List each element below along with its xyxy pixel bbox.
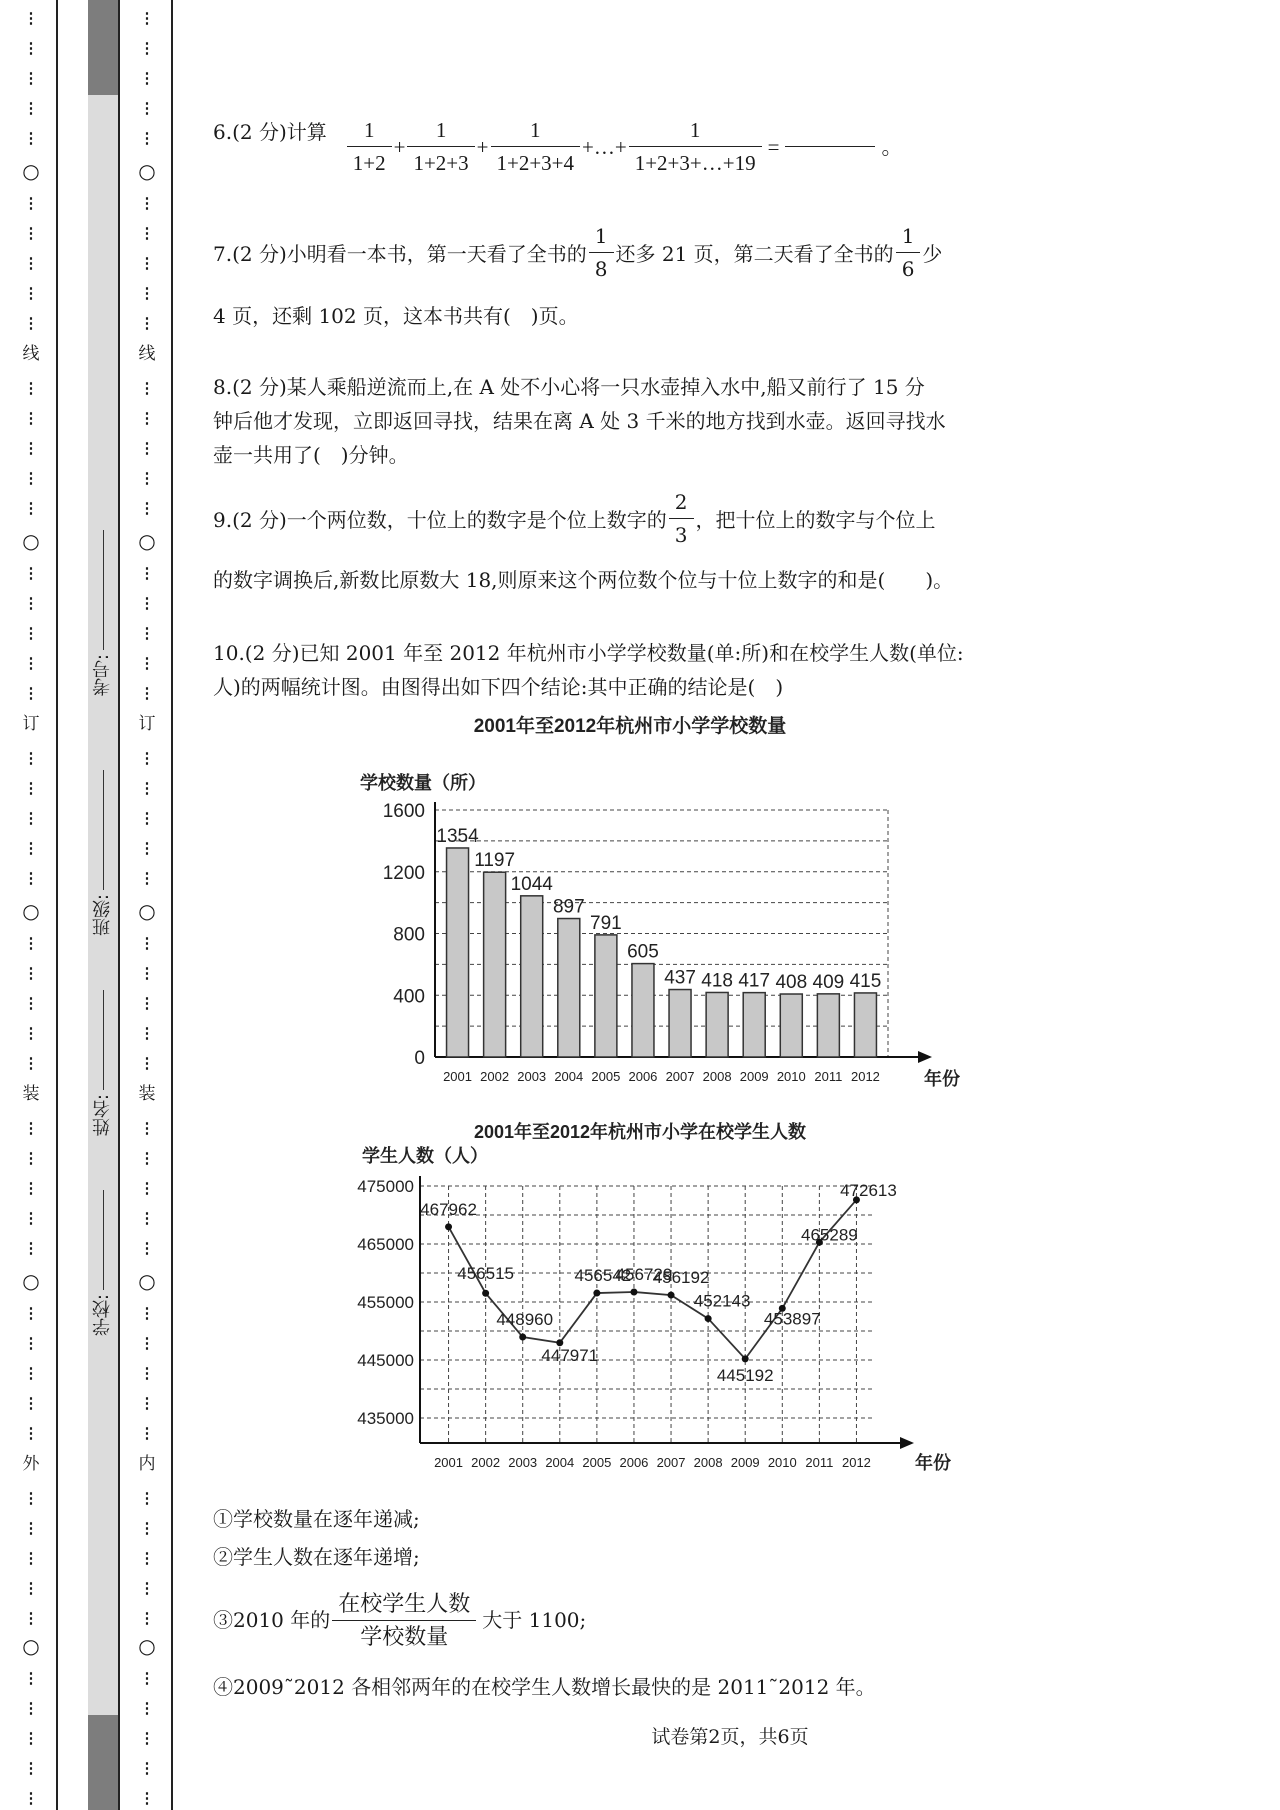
dotted-seal-line: ⋮ [139, 594, 155, 612]
dotted-seal-line: ⋮ [139, 1149, 155, 1167]
dotted-seal-line: ⋮ [23, 994, 39, 1012]
x-tick-label: 2006 [619, 1455, 649, 1470]
data-point [668, 1292, 675, 1299]
q10-line-2: 人)的两幅统计图。由图得出如下四个结论:其中正确的结论是( ) [213, 675, 784, 699]
dotted-seal-line: ⋮ [23, 1609, 39, 1627]
x-tick-label: 2008 [702, 1069, 732, 1084]
q9-line-2: 的数字调换后,新数比原数大 18,则原来这个两位数个位与十位上数字的和是( )。 [213, 568, 954, 592]
dotted-seal-line: ⋮ [139, 1424, 155, 1442]
dotted-seal-line: ⋮ [139, 254, 155, 272]
inner-seal-mark-1: ○ [138, 159, 156, 183]
data-point [742, 1355, 749, 1362]
x-axis-arrow [918, 1051, 932, 1063]
dotted-seal-line: ⋮ [139, 409, 155, 427]
dotted-seal-line: ⋮ [23, 594, 39, 612]
statement-3-frac-den: 学校数量 [360, 1623, 449, 1649]
outer-seal-mark-2: 线 [22, 344, 40, 364]
dotted-seal-line: ⋮ [139, 1759, 155, 1777]
school-field[interactable] [88, 1190, 118, 1336]
dotted-seal-line: ⋮ [23, 1789, 39, 1807]
dotted-seal-line: ⋮ [23, 934, 39, 952]
point-data-label: 452143 [693, 1291, 751, 1311]
q6-term-4-den: 1+2+3+…+19 [634, 151, 756, 175]
dotted-seal-line: ⋮ [23, 1239, 39, 1257]
q6-row [213, 108, 1083, 177]
outer-seal-column [14, 0, 48, 1810]
bar-data-label: 1197 [474, 850, 516, 872]
outer-seal-mark-1: ○ [22, 159, 40, 183]
dotted-seal-line: ⋮ [139, 934, 155, 952]
x-tick-label: 2011 [814, 1069, 843, 1084]
dotted-seal-line: ⋮ [139, 469, 155, 487]
inner-border-line [171, 0, 173, 1810]
bar [595, 935, 617, 1057]
q7-frac-1-den: 8 [594, 256, 608, 281]
q6-term-1 [347, 116, 392, 177]
dotted-seal-line: ⋮ [139, 1789, 155, 1807]
question-9 [213, 488, 1083, 593]
exam-no-field[interactable] [88, 530, 118, 696]
q6-term-3-num: 1 [491, 116, 581, 147]
bar [669, 990, 691, 1057]
dotted-seal-line: ⋮ [23, 129, 39, 147]
bar-data-label: 415 [849, 970, 882, 992]
x-tick-label: 2006 [628, 1069, 658, 1084]
q7-line-1 [213, 222, 1083, 282]
point-data-label: 456542 [574, 1266, 632, 1286]
statement-3-frac-num: 在校学生人数 [332, 1590, 476, 1621]
dotted-seal-line: ⋮ [23, 1549, 39, 1567]
point-data-label: 456729 [615, 1264, 673, 1284]
q9-frac [669, 488, 694, 549]
dotted-seal-line: ⋮ [139, 869, 155, 887]
q6-term-3 [491, 116, 581, 177]
dotted-seal-line: ⋮ [23, 1054, 39, 1072]
dotted-seal-line: ⋮ [23, 499, 39, 517]
bar-data-label: 791 [590, 912, 622, 934]
dotted-seal-line: ⋮ [139, 564, 155, 582]
dotted-seal-line: ⋮ [23, 1729, 39, 1747]
outer-seal-mark-4: 订 [22, 714, 40, 734]
question-8 [213, 370, 1083, 472]
dotted-seal-line: ⋮ [139, 749, 155, 767]
dotted-seal-line: ⋮ [139, 439, 155, 457]
q7-text-2: 还多 21 页，第二天看了全书的 [615, 241, 894, 266]
dotted-seal-line: ⋮ [23, 1394, 39, 1412]
dotted-seal-line: ⋮ [23, 654, 39, 672]
bar [743, 993, 765, 1057]
dotted-seal-line: ⋮ [139, 379, 155, 397]
school-count-bar-chart [340, 712, 960, 1092]
inner-seal-mark-3: ○ [138, 529, 156, 553]
dotted-seal-line: ⋮ [139, 99, 155, 117]
outer-seal-mark-5: ○ [22, 899, 40, 923]
q7-frac-2-den: 6 [901, 256, 915, 281]
class-line [103, 770, 104, 890]
x-tick-label: 2010 [767, 1455, 797, 1470]
q6-answer-blank[interactable] [785, 146, 875, 147]
dotted-seal-line: ⋮ [139, 39, 155, 57]
x-tick-label: 2001 [443, 1069, 473, 1084]
dotted-seal-line: ⋮ [23, 469, 39, 487]
dotted-seal-line: ⋮ [23, 1579, 39, 1597]
dotted-seal-line: ⋮ [139, 684, 155, 702]
equals-sign: = [767, 134, 780, 159]
bar [447, 848, 469, 1057]
dotted-seal-line: ⋮ [139, 964, 155, 982]
dotted-seal-line: ⋮ [23, 99, 39, 117]
bar-data-label: 409 [812, 971, 845, 993]
q9-frac-den: 3 [674, 522, 688, 547]
q7-frac-1 [589, 222, 614, 283]
dotted-seal-line: ⋮ [23, 39, 39, 57]
bar-chart-ylabel: 学校数量（所） [360, 773, 486, 793]
dotted-seal-line: ⋮ [23, 254, 39, 272]
dotted-seal-line: ⋮ [139, 1334, 155, 1352]
dotted-seal-line: ⋮ [23, 409, 39, 427]
y-tick-label: 0 [414, 1048, 425, 1069]
point-data-label: 447971 [541, 1345, 599, 1365]
dotted-seal-line: ⋮ [23, 439, 39, 457]
q8-line-2: 钟后他才发现，立即返回寻找，结果在离 A 处 3 千米的地方找到水壶。返回寻找水 [213, 409, 946, 433]
x-tick-label: 2007 [665, 1069, 695, 1084]
point-data-label: 472613 [840, 1180, 897, 1200]
dotted-seal-line: ⋮ [139, 194, 155, 212]
school-line [103, 1190, 104, 1290]
dotted-seal-line: ⋮ [139, 9, 155, 27]
bar-chart-title: 2001年至2012年杭州市小学学校数量 [473, 716, 787, 737]
dotted-seal-line: ⋮ [139, 779, 155, 797]
y-tick-label: 1600 [382, 801, 425, 822]
name-field[interactable] [88, 990, 118, 1136]
dotted-seal-line: ⋮ [23, 1759, 39, 1777]
data-point [630, 1288, 637, 1295]
statement-4: ④2009˜2012 各相邻两年的在校学生人数增长最快的是 2011˜2012 年。 [213, 1675, 876, 1699]
x-tick-label: 2012 [850, 1069, 880, 1084]
dotted-seal-line: ⋮ [23, 779, 39, 797]
dotted-seal-line: ⋮ [23, 869, 39, 887]
x-tick-label: 2003 [517, 1069, 547, 1084]
y-tick-label: 800 [393, 924, 425, 946]
y-tick-label: 435000 [357, 1409, 414, 1428]
q6-term-3-den: 1+2+3+4 [496, 151, 575, 175]
q6-term-1-num: 1 [347, 116, 392, 147]
q9-text-1: 9.(2 分)一个两位数，十位上的数字是个位上数字的 [213, 507, 667, 532]
dotted-seal-line: ⋮ [23, 69, 39, 87]
y-tick-label: 1200 [382, 862, 425, 884]
exam-no-label: 考号: [92, 654, 113, 697]
dotted-seal-line: ⋮ [23, 1304, 39, 1322]
statement-1: ①学校数量在逐年递减; [213, 1507, 420, 1531]
outer-seal-mark-7: ○ [22, 1269, 40, 1293]
x-tick-label: 2004 [554, 1069, 584, 1084]
dotted-seal-line: ⋮ [139, 1024, 155, 1042]
dotted-seal-line: ⋮ [139, 1209, 155, 1227]
dotted-seal-line: ⋮ [23, 1669, 39, 1687]
dotted-seal-line: ⋮ [139, 1729, 155, 1747]
bar-data-label: 417 [738, 970, 771, 992]
bar [780, 994, 802, 1057]
point-data-label: 453897 [763, 1309, 821, 1329]
dotted-seal-line: ⋮ [23, 809, 39, 827]
dotted-seal-line: ⋮ [23, 284, 39, 302]
line-chart-xlabel: 年份 [915, 1453, 951, 1473]
q7-frac-1-num: 1 [589, 222, 614, 253]
dotted-seal-line: ⋮ [23, 1489, 39, 1507]
bar-data-label: 605 [627, 941, 659, 963]
inner-seal-mark-7: ○ [138, 1269, 156, 1293]
dotted-seal-line: ⋮ [139, 1179, 155, 1197]
dotted-seal-line: ⋮ [139, 69, 155, 87]
bar [484, 872, 506, 1057]
class-field[interactable] [88, 770, 118, 936]
exam-no-line [103, 530, 104, 650]
dotted-seal-line: ⋮ [139, 1669, 155, 1687]
dotted-seal-line: ⋮ [139, 654, 155, 672]
q7-frac-2 [896, 222, 921, 283]
dotted-seal-line: ⋮ [139, 1699, 155, 1717]
q6-prefix: 6.(2 分)计算 [213, 120, 327, 144]
y-tick-label: 445000 [357, 1351, 414, 1370]
bar [706, 992, 728, 1057]
dotted-seal-line: ⋮ [23, 964, 39, 982]
x-tick-label: 2009 [730, 1455, 760, 1470]
q6-term-2-den: 1+2+3 [413, 151, 469, 175]
inner-seal-mark-2: 线 [138, 344, 156, 364]
bar [817, 994, 839, 1057]
student-count-line-chart [340, 1118, 951, 1488]
name-line [103, 990, 104, 1090]
dotted-seal-line: ⋮ [23, 1024, 39, 1042]
q7-text-3: 少 [922, 241, 943, 266]
line-chart-ylabel: 学生人数（人） [362, 1146, 488, 1166]
inner-seal-mark-9: ○ [138, 1634, 156, 1658]
q6-term-4 [629, 116, 762, 177]
data-point [705, 1315, 712, 1322]
inner-seal-mark-6: 装 [138, 1084, 156, 1104]
dotted-seal-line: ⋮ [23, 1179, 39, 1197]
page-footer: 试卷第2页，共6页 [651, 1726, 809, 1748]
outer-seal-mark-6: 装 [22, 1084, 40, 1104]
q9-frac-num: 2 [669, 488, 694, 519]
q10-statements [213, 1500, 1083, 1706]
bar [558, 919, 580, 1057]
x-tick-label: 2005 [591, 1069, 621, 1084]
point-data-label: 456515 [457, 1264, 514, 1284]
bar-chart-xlabel: 年份 [924, 1069, 960, 1089]
point-data-label: 467962 [420, 1199, 477, 1219]
dotted-seal-line: ⋮ [23, 1519, 39, 1537]
x-tick-label: 2010 [776, 1069, 806, 1084]
dotted-seal-line: ⋮ [23, 1334, 39, 1352]
margin-gray-block-top [88, 0, 118, 95]
inner-seal-mark-5: ○ [138, 899, 156, 923]
name-label: 姓名: [92, 1094, 113, 1137]
dotted-seal-line: ⋮ [139, 224, 155, 242]
x-axis-arrow [900, 1437, 914, 1449]
dotted-seal-line: ⋮ [139, 314, 155, 332]
q9-line-1 [213, 488, 1083, 548]
statement-3 [213, 1588, 1083, 1652]
q9-text-2: ，把十位上的数字与个位上 [695, 507, 936, 532]
question-10 [213, 636, 1083, 704]
dotted-seal-line: ⋮ [23, 684, 39, 702]
dotted-seal-line: ⋮ [139, 624, 155, 642]
x-tick-label: 2001 [434, 1455, 464, 1470]
dotted-seal-line: ⋮ [23, 839, 39, 857]
statement-3-suffix: 大于 1100; [482, 1608, 587, 1632]
x-tick-label: 2009 [739, 1069, 769, 1084]
dotted-seal-line: ⋮ [139, 1549, 155, 1567]
x-tick-label: 2007 [656, 1455, 686, 1470]
plus-sign: + [476, 134, 489, 159]
y-tick-label: 465000 [357, 1235, 414, 1254]
q10-line-1: 10.(2 分)已知 2001 年至 2012 年杭州市小学学校数量(单:所)和在校学生人数(单位: [213, 641, 964, 665]
dotted-seal-line: ⋮ [23, 1119, 39, 1137]
data-point [482, 1290, 489, 1297]
dotted-seal-line: ⋮ [23, 224, 39, 242]
dotted-seal-line: ⋮ [139, 1304, 155, 1322]
dotted-seal-line: ⋮ [139, 994, 155, 1012]
bar [854, 993, 876, 1057]
x-tick-label: 2002 [471, 1455, 501, 1470]
outer-seal-mark-3: ○ [22, 529, 40, 553]
dotted-seal-line: ⋮ [139, 499, 155, 517]
dotted-seal-line: ⋮ [23, 9, 39, 27]
x-tick-label: 2004 [545, 1455, 575, 1470]
dotted-seal-line: ⋮ [139, 1579, 155, 1597]
bar-data-label: 418 [701, 970, 733, 992]
statement-3-frac [332, 1590, 476, 1651]
q6-term-2 [407, 116, 474, 177]
dotted-seal-line: ⋮ [23, 624, 39, 642]
q6-end: 。 [881, 134, 903, 159]
statement-3-prefix: ③2010 年的 [213, 1608, 331, 1632]
q6-expression [345, 116, 903, 177]
dotted-seal-line: ⋮ [139, 1364, 155, 1382]
inner-seal-mark-8: 内 [138, 1454, 156, 1474]
dotted-seal-line: ⋮ [23, 749, 39, 767]
bar-data-label: 1044 [510, 873, 553, 895]
x-tick-label: 2005 [582, 1455, 612, 1470]
dotted-seal-line: ⋮ [139, 1489, 155, 1507]
inner-seal-column [130, 0, 164, 1810]
point-data-label: 445192 [716, 1365, 774, 1385]
q7-text-1: 7.(2 分)小明看一本书，第一天看了全书的 [213, 241, 587, 266]
line-chart-title: 2001年至2012年杭州市小学在校学生人数 [473, 1122, 807, 1142]
dotted-seal-line: ⋮ [23, 1364, 39, 1382]
dotted-seal-line: ⋮ [23, 314, 39, 332]
bar-data-label: 408 [775, 972, 808, 994]
x-tick-label: 2002 [480, 1069, 510, 1084]
y-tick-label: 475000 [357, 1177, 414, 1196]
outer-border-line [56, 0, 58, 1810]
data-point [593, 1290, 600, 1297]
outer-seal-mark-8: 外 [22, 1454, 40, 1474]
dotted-seal-line: ⋮ [139, 1609, 155, 1627]
point-data-label: 465289 [801, 1225, 858, 1245]
q6-ellipsis: +…+ [582, 134, 627, 159]
dotted-seal-line: ⋮ [23, 379, 39, 397]
x-tick-label: 2008 [693, 1455, 723, 1470]
dotted-seal-line: ⋮ [23, 194, 39, 212]
dotted-seal-line: ⋮ [139, 1239, 155, 1257]
dotted-seal-line: ⋮ [139, 129, 155, 147]
dotted-seal-line: ⋮ [23, 1209, 39, 1227]
q8-line-1: 8.(2 分)某人乘船逆流而上,在 A 处不小心将一只水壶掉入水中,船又前行了 15 分 [213, 375, 925, 399]
outer-seal-mark-9: ○ [22, 1634, 40, 1658]
point-data-label: 456192 [652, 1268, 710, 1288]
q6-term-2-num: 1 [407, 116, 474, 147]
q8-line-3: 壶一共用了( )分钟。 [213, 443, 409, 467]
x-tick-label: 2003 [508, 1455, 538, 1470]
q6-term-1-den: 1+2 [352, 151, 386, 175]
dotted-seal-line: ⋮ [139, 1519, 155, 1537]
bar-data-label: 897 [552, 896, 585, 918]
y-tick-label: 400 [393, 986, 425, 1008]
question-7 [213, 222, 1083, 329]
y-tick-label: 455000 [357, 1293, 414, 1312]
question-6 [213, 108, 1083, 177]
plus-sign: + [393, 134, 406, 159]
inner-seal-mark-4: 订 [138, 714, 156, 734]
dotted-seal-line: ⋮ [139, 839, 155, 857]
class-label: 班级: [92, 894, 113, 937]
q7-line-2: 4 页，还剩 102 页，这本书共有( )页。 [213, 304, 579, 328]
dotted-seal-line: ⋮ [139, 1119, 155, 1137]
dotted-seal-line: ⋮ [139, 284, 155, 302]
dotted-seal-line: ⋮ [23, 1699, 39, 1717]
x-tick-label: 2012 [841, 1455, 871, 1470]
bar-data-label: 437 [664, 967, 696, 989]
data-point [519, 1334, 526, 1341]
dotted-seal-line: ⋮ [139, 809, 155, 827]
q7-frac-2-num: 1 [896, 222, 921, 253]
dotted-seal-line: ⋮ [23, 564, 39, 582]
bar [521, 896, 543, 1057]
dotted-seal-line: ⋮ [139, 1394, 155, 1412]
field-strip-border [118, 0, 120, 1810]
bar [632, 964, 654, 1057]
point-data-label: 448960 [496, 1310, 554, 1330]
dotted-seal-line: ⋮ [23, 1149, 39, 1167]
q6-term-4-num: 1 [629, 116, 762, 147]
dotted-seal-line: ⋮ [23, 1424, 39, 1442]
school-label: 学校: [92, 1294, 113, 1337]
dotted-seal-line: ⋮ [139, 1054, 155, 1072]
statement-2: ②学生人数在逐年递增; [213, 1545, 420, 1569]
bar-data-label: 1354 [436, 825, 479, 847]
data-point [445, 1223, 452, 1230]
x-tick-label: 2011 [805, 1455, 834, 1470]
